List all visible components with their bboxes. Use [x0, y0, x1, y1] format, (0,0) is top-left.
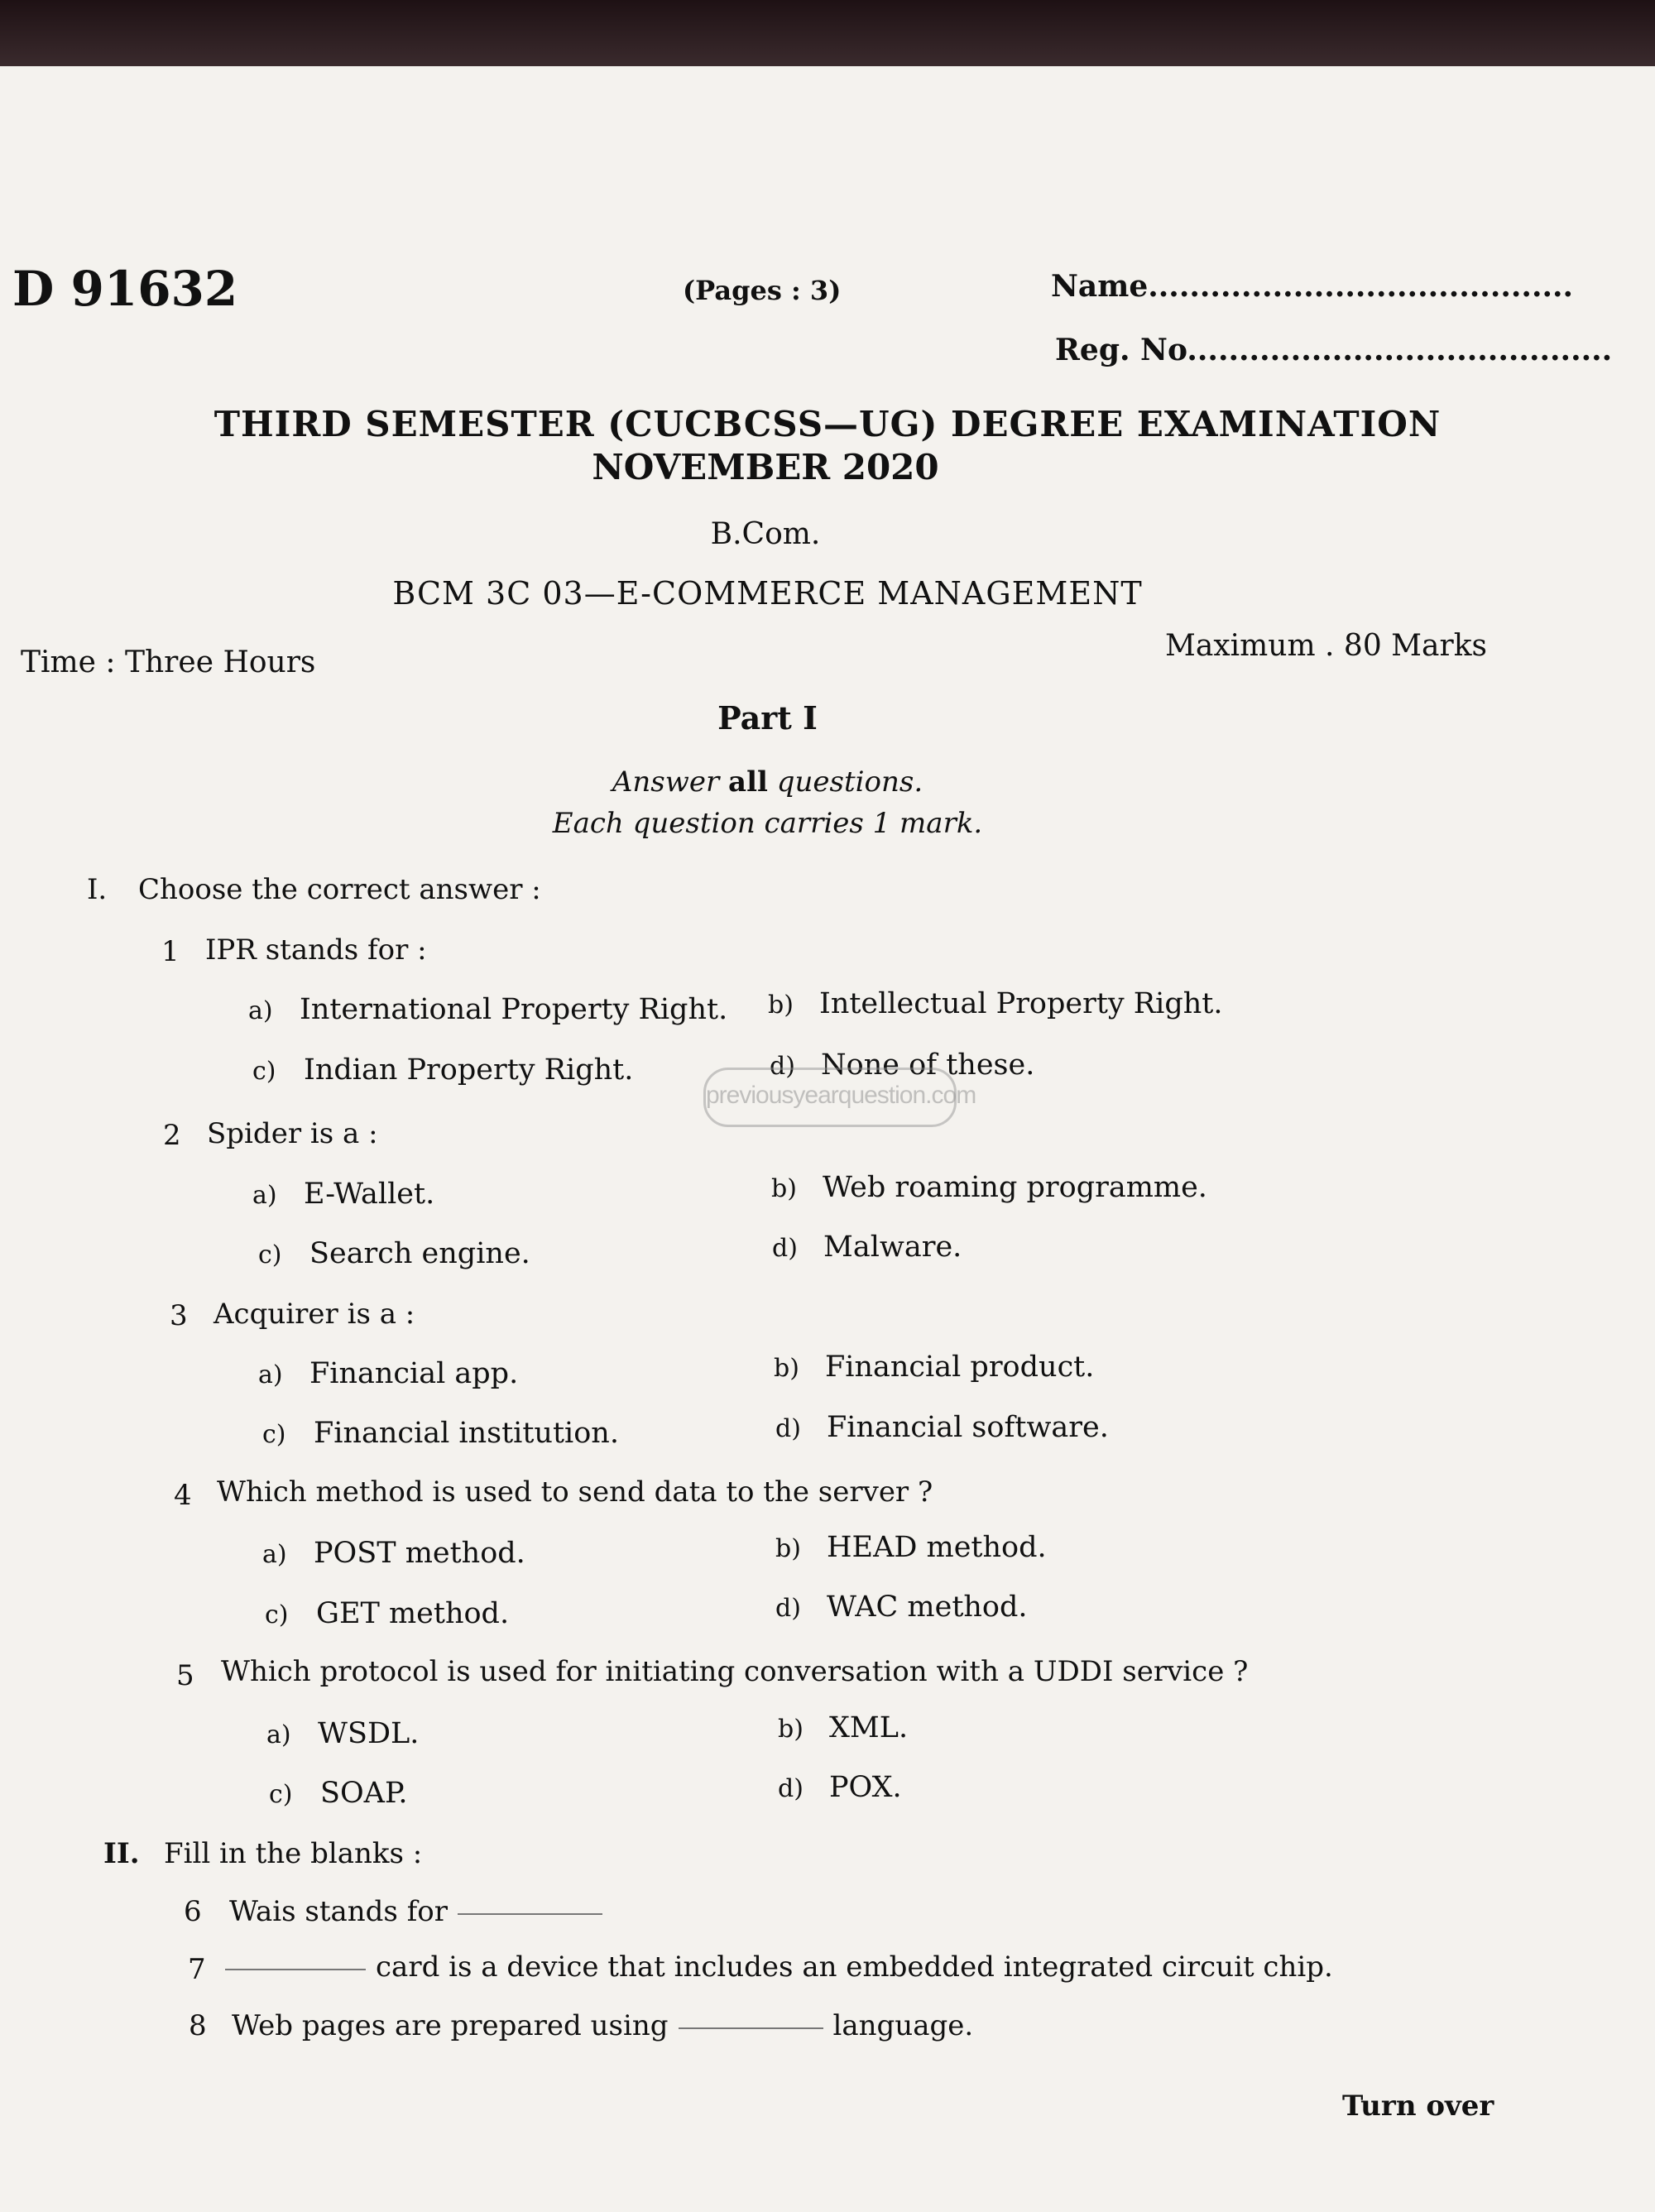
part-heading: Part I: [717, 699, 818, 737]
option-text: Web roaming programme.: [823, 1171, 1207, 1204]
q5-option-c: [269, 1777, 408, 1810]
question-7-text: [225, 1950, 1333, 1984]
exam-session: NOVEMBER 2020: [592, 447, 939, 487]
answer-blank: [458, 1912, 602, 1915]
q5-option-a: [266, 1717, 419, 1750]
question-3-number: 3: [170, 1299, 188, 1332]
name-field: Name.........................................: [1051, 269, 1574, 304]
question-1-text: IPR stands for :: [205, 933, 427, 967]
option-label: c): [258, 1240, 282, 1269]
option-label: d): [775, 1594, 801, 1623]
watermark-stamp: previousyearquestion.com: [703, 1068, 957, 1127]
question-7-number: 7: [188, 1953, 206, 1986]
instr-post: questions.: [776, 765, 923, 799]
option-text: HEAD method.: [827, 1531, 1047, 1564]
option-text: Financial software.: [827, 1411, 1109, 1444]
q4-option-c: [265, 1597, 509, 1630]
option-text: WAC method.: [827, 1591, 1028, 1624]
question-4-text: Which method is used to send data to the server ?: [217, 1475, 933, 1509]
page-count: (Pages : 3): [683, 275, 842, 306]
question-8-text: [232, 2009, 973, 2042]
option-text: POX.: [829, 1771, 902, 1804]
q3-option-d: [775, 1411, 1109, 1444]
blank-pre-text: Web pages are prepared using: [232, 2009, 669, 2042]
instr-bold: all: [728, 765, 768, 799]
blank-pre-text: Wais stands for: [229, 1895, 448, 1928]
option-label: c): [269, 1780, 293, 1809]
reg-no-field: Reg. No.........................................: [1055, 333, 1613, 367]
option-label: a): [262, 1540, 287, 1569]
option-label: a): [252, 1181, 277, 1210]
option-label: c): [265, 1600, 289, 1629]
option-text: Financial app.: [309, 1357, 519, 1390]
option-label: b): [771, 1174, 797, 1203]
q3-option-a: [258, 1357, 518, 1390]
paper-title: BCM 3C 03—E-COMMERCE MANAGEMENT: [392, 575, 1143, 612]
section-1-number: I.: [87, 873, 108, 906]
instr-pre: Answer: [612, 765, 720, 799]
option-text: WSDL.: [318, 1717, 420, 1750]
exam-title: THIRD SEMESTER (CUCBCSS—UG) DEGREE EXAMINATION: [213, 404, 1442, 444]
blank-post-text: language.: [832, 2009, 974, 2042]
option-label: d): [775, 1414, 801, 1443]
option-text: International Property Right.: [300, 993, 728, 1026]
option-label: a): [248, 996, 273, 1025]
question-4-number: 4: [174, 1479, 192, 1512]
option-label: c): [252, 1057, 276, 1086]
exam-time: Time : Three Hours: [21, 645, 316, 679]
option-text: E-Wallet.: [304, 1178, 435, 1211]
option-label: b): [775, 1534, 801, 1563]
option-text: Search engine.: [309, 1237, 530, 1270]
q2-option-d: [772, 1231, 962, 1264]
option-text: GET method.: [316, 1597, 510, 1630]
question-5-number: 5: [176, 1659, 194, 1692]
option-label: d): [772, 1234, 798, 1263]
question-3-text: Acquirer is a :: [213, 1298, 415, 1331]
option-label: d): [778, 1774, 804, 1803]
option-text: Malware.: [823, 1231, 962, 1264]
q5-option-d: [778, 1771, 902, 1804]
q3-option-c: [262, 1417, 619, 1450]
q3-option-b: [774, 1351, 1094, 1384]
option-label: a): [258, 1360, 283, 1389]
q2-option-a: [252, 1178, 434, 1211]
option-label: d): [770, 1052, 795, 1081]
option-text: Financial product.: [825, 1351, 1095, 1384]
section-1-heading: Choose the correct answer :: [138, 873, 541, 906]
maximum-marks: Maximum . 80 Marks: [1165, 629, 1488, 663]
q1-option-a: [248, 993, 727, 1026]
question-1-number: 1: [161, 935, 180, 968]
option-text: Financial institution.: [314, 1417, 619, 1450]
option-text: XML.: [829, 1711, 909, 1744]
option-label: b): [774, 1354, 799, 1383]
q1-option-b: [768, 987, 1223, 1020]
section-2-heading: Fill in the blanks :: [164, 1837, 423, 1870]
option-label: b): [778, 1715, 804, 1744]
option-label: c): [262, 1420, 286, 1449]
option-label: b): [768, 991, 794, 1020]
turn-over-note: Turn over: [1342, 2090, 1494, 2123]
question-2-text: Spider is a :: [207, 1117, 378, 1150]
answer-blank: [225, 1967, 366, 1970]
question-6-number: 6: [184, 1895, 202, 1928]
question-6-text: [229, 1895, 612, 1928]
q1-option-c: [252, 1053, 633, 1087]
q2-option-b: [771, 1171, 1207, 1204]
q2-option-c: [258, 1237, 530, 1270]
option-text: Intellectual Property Right.: [819, 987, 1223, 1020]
instruction-line-2: Each question carries 1 mark.: [552, 807, 983, 840]
answer-blank: [679, 2026, 823, 2029]
top-dark-border: [0, 0, 1655, 66]
q5-option-b: [778, 1711, 908, 1744]
question-5-text: Which protocol is used for initiating conversation with a UDDI service ?: [221, 1655, 1249, 1688]
section-2-number: II.: [103, 1837, 140, 1870]
q4-option-d: [775, 1591, 1028, 1624]
blank-post-text: card is a device that includes an embedded integrated circuit chip.: [376, 1950, 1333, 1984]
question-8-number: 8: [189, 2009, 207, 2042]
option-label: a): [266, 1720, 291, 1749]
degree-name: B.Com.: [710, 517, 821, 551]
option-text: SOAP.: [320, 1777, 408, 1810]
option-text: Indian Property Right.: [304, 1053, 634, 1087]
q4-option-a: [262, 1537, 525, 1570]
instruction-line-1: [0, 765, 1535, 799]
option-text: None of these.: [821, 1048, 1035, 1082]
question-paper-code: D 91632: [12, 261, 238, 317]
question-2-number: 2: [163, 1119, 181, 1152]
option-text: POST method.: [314, 1537, 525, 1570]
q4-option-b: [775, 1531, 1047, 1564]
